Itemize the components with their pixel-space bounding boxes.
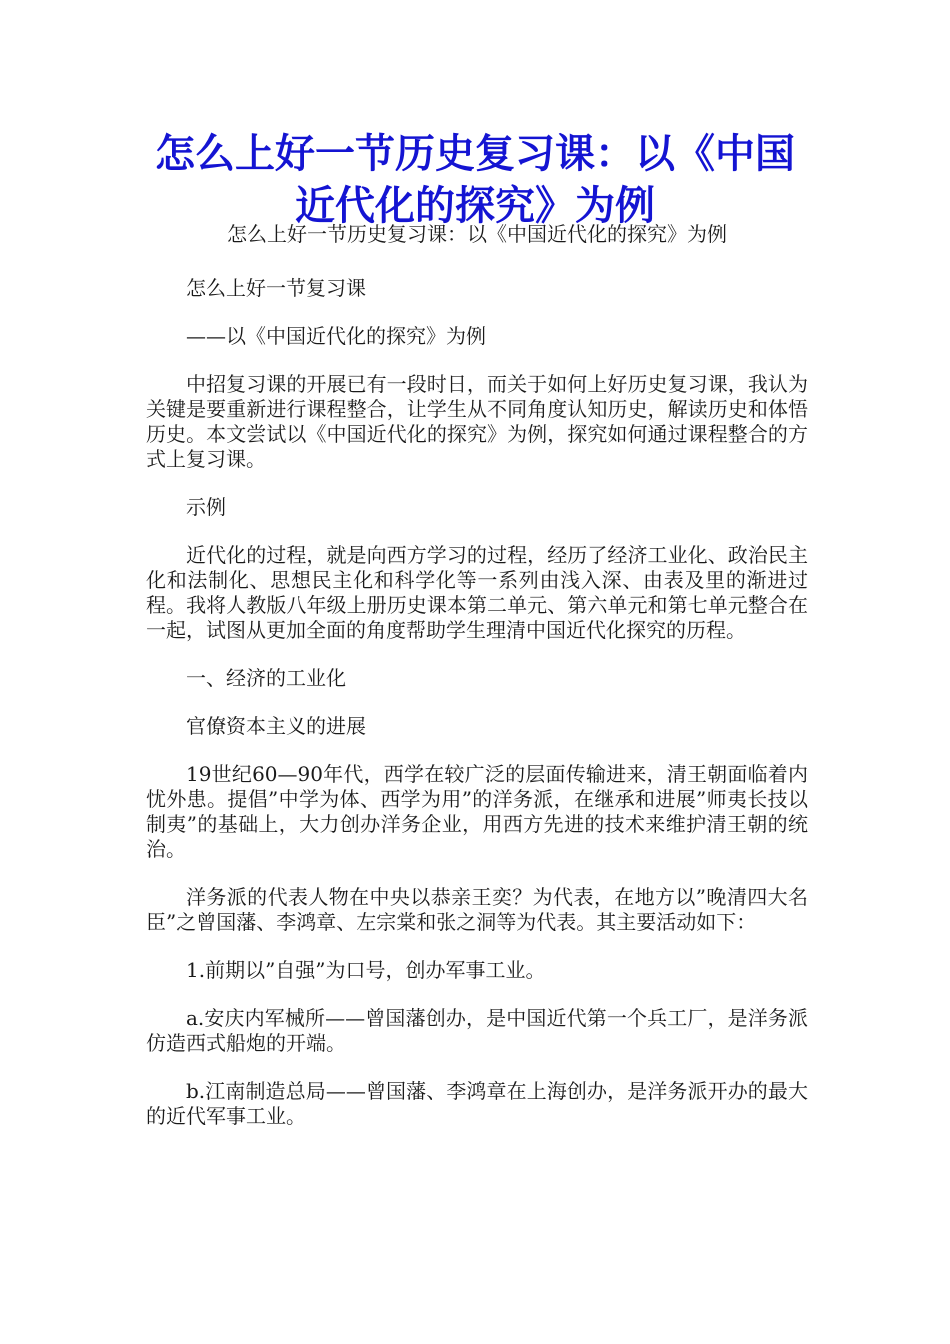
document-title: 怎么上好一节历史复习课：以《中国近代化的探究》为例	[155, 130, 795, 229]
section-heading: 示例	[186, 495, 226, 519]
body-paragraph: 洋务派的代表人物在中央以恭亲王奕？为代表，在地方以”晚清四大名臣”之曾国藩、李鸿章、左宗棠和张之洞等为代表。其主要活动如下：	[146, 885, 808, 934]
document-body	[146, 222, 808, 1152]
list-item: 1.前期以”自强”为口号，创办军事工业。	[186, 958, 546, 982]
section-heading: 怎么上好一节复习课	[186, 276, 366, 300]
list-item: a.安庆内军械所——曾国藩创办，是中国近代第一个兵工厂，是洋务派仿造西式船炮的开端。	[146, 1006, 808, 1055]
body-paragraph: 近代化的过程，就是向西方学习的过程，经历了经济工业化、政治民主化和法制化、思想民主化和科学化等一系列由浅入深、由表及里的渐进过程。我将人教版八年级上册历史课本第二单元、第六单元和第七单元整合在一起，试图从更加全面的角度帮助学生理清中国近代化探究的历程。	[146, 543, 808, 642]
section-heading: 一、经济的工业化	[186, 666, 346, 690]
list-item: b.江南制造总局——曾国藩、李鸿章在上海创办，是洋务派开办的最大的近代军事工业。	[146, 1079, 808, 1128]
body-paragraph: 中招复习课的开展已有一段时日，而关于如何上好历史复习课，我认为关键是要重新进行课程整合，让学生从不同角度认知历史，解读历史和体悟历史。本文尝试以《中国近代化的探究》为例，探究如何通过课程整合的方式上复习课。	[146, 372, 808, 471]
section-subheading: ——以《中国近代化的探究》为例	[186, 324, 486, 348]
body-paragraph: 19世纪60—90年代，西学在较广泛的层面传输进来，清王朝面临着内忧外患。提倡”中学为体、西学为用”的洋务派，在继承和进展”师夷长技以制夷”的基础上，大力创办洋务企业，用西方先进的技术来维护清王朝的统治。	[146, 762, 808, 861]
subtitle-paragraph: 怎么上好一节历史复习课：以《中国近代化的探究》为例	[227, 222, 727, 246]
section-subheading: 官僚资本主义的进展	[186, 714, 366, 738]
